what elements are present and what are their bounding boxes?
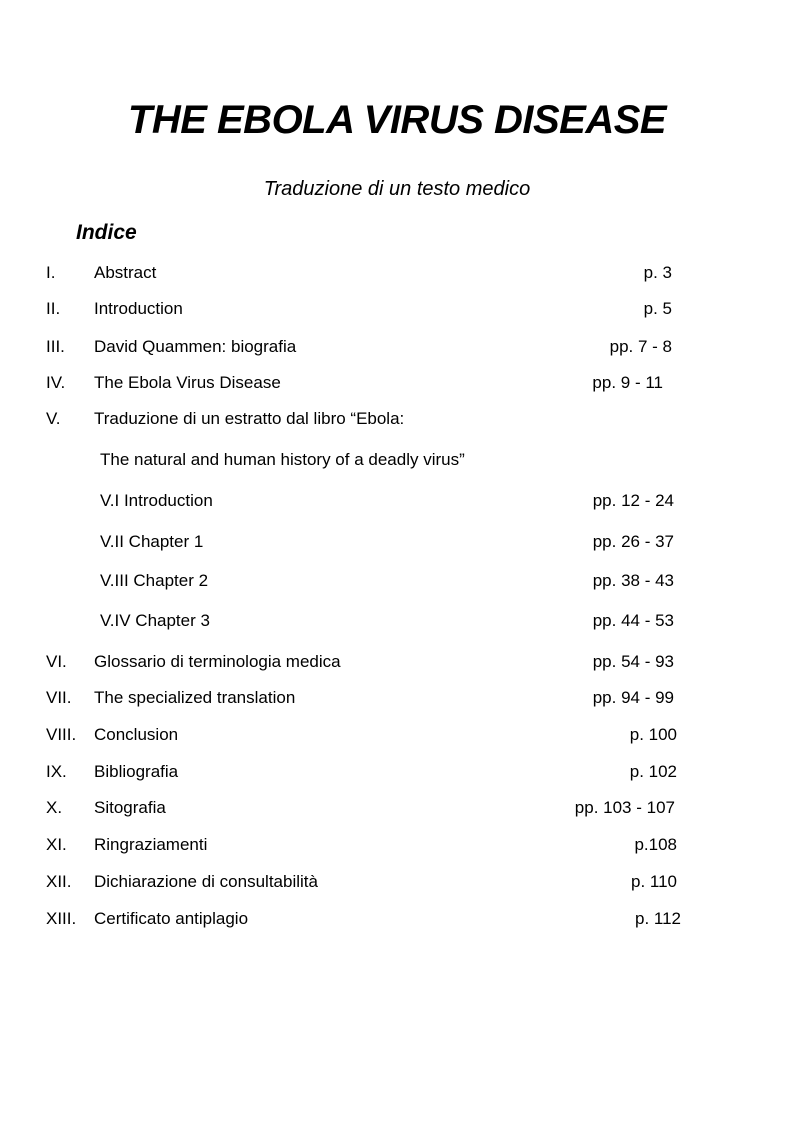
toc-entry-page: p. 3 <box>643 263 672 282</box>
toc-subentry <box>0 489 794 513</box>
toc-entry-page: p. 110 <box>630 872 677 891</box>
toc-entry-label: V.II Chapter 1 <box>100 532 204 551</box>
toc-entry-number: IX. <box>46 762 67 781</box>
toc-entry-page: pp. 54 - 93 <box>592 652 674 671</box>
toc-entry-page: pp. 38 - 43 <box>592 571 674 590</box>
toc-entry-label: Conclusion <box>94 725 179 744</box>
toc-entry-number: VII. <box>46 688 72 707</box>
toc-entry <box>0 650 794 674</box>
toc-entry-number: XIII. <box>46 909 77 928</box>
toc-entry-number: II. <box>46 299 61 318</box>
toc-entry-page: pp. 103 - 107 <box>574 798 675 817</box>
toc-entry-label: Sitografia <box>94 798 166 817</box>
toc-entry-label: The natural and human history of a deadly virus” <box>100 450 465 469</box>
toc-entry-page: p. 112 <box>634 909 681 928</box>
toc-entry-page: pp. 44 - 53 <box>592 611 674 630</box>
toc-entry <box>0 686 794 710</box>
toc-entry-number: VI. <box>46 652 67 671</box>
toc-entry <box>0 907 794 931</box>
toc-subentry <box>0 569 794 593</box>
toc-entry-label: The specialized translation <box>94 688 296 707</box>
toc-entry <box>0 723 794 747</box>
toc-entry-page: p. 5 <box>643 299 672 318</box>
toc-entry-label: Traduzione di un estratto dal libro “Ebola: <box>94 409 405 428</box>
toc-entry <box>0 760 794 784</box>
toc-entry-label: Dichiarazione di consultabilità <box>94 872 318 891</box>
toc-entry-number: IV. <box>46 373 66 392</box>
toc-entry-label: Abstract <box>94 263 157 282</box>
toc-entry-number: XI. <box>46 835 67 854</box>
toc-entry-page: p. 102 <box>629 762 677 781</box>
toc-entry-page: pp. 9 - 11 <box>592 373 663 392</box>
toc-entry-page: p.108 <box>634 835 677 854</box>
document-title: THE EBOLA VIRUS DISEASE <box>127 98 667 142</box>
toc-entry-label: Certificato antiplagio <box>94 909 249 928</box>
toc-entry-number: VIII. <box>46 725 77 744</box>
toc-entry-label: David Quammen: biografia <box>94 337 297 356</box>
toc-entry-number: I. <box>46 263 56 282</box>
toc-entry-continuation <box>0 448 794 472</box>
toc-entry-label: Glossario di terminologia medica <box>94 652 341 671</box>
toc-entry <box>0 833 794 857</box>
toc-entry-page: pp. 12 - 24 <box>592 491 674 510</box>
toc-entry <box>0 796 794 820</box>
toc-entry-label: Bibliografia <box>94 762 179 781</box>
toc-entry-number: III. <box>46 337 65 356</box>
toc-entry-page: p. 100 <box>629 725 677 744</box>
toc-entry-page: pp. 26 - 37 <box>592 532 674 551</box>
toc-entry-page: pp. 7 - 8 <box>609 337 672 356</box>
toc-entry-label: V.IV Chapter 3 <box>100 611 210 630</box>
toc-entry-page: pp. 94 - 99 <box>592 688 674 707</box>
toc-entry-number: X. <box>46 798 63 817</box>
toc-entry <box>0 371 794 395</box>
toc-entry-number: V. <box>46 409 61 428</box>
toc-entry-label: Introduction <box>94 299 183 318</box>
toc-entry-label: V.III Chapter 2 <box>100 571 209 590</box>
toc-entry-label: V.I Introduction <box>100 491 213 510</box>
toc-entry <box>0 297 794 321</box>
toc-entry <box>0 335 794 359</box>
toc-entry <box>0 870 794 894</box>
toc-entry <box>0 261 794 285</box>
toc-entry-label: The Ebola Virus Disease <box>94 373 281 392</box>
index-heading: Indice <box>76 221 137 244</box>
document-subtitle: Traduzione di un testo medico <box>263 178 531 200</box>
toc-subentry <box>0 609 794 633</box>
toc-entry <box>0 407 794 431</box>
toc-subentry <box>0 530 794 554</box>
toc-entry-number: XII. <box>46 872 72 891</box>
toc-entry-label: Ringraziamenti <box>94 835 208 854</box>
